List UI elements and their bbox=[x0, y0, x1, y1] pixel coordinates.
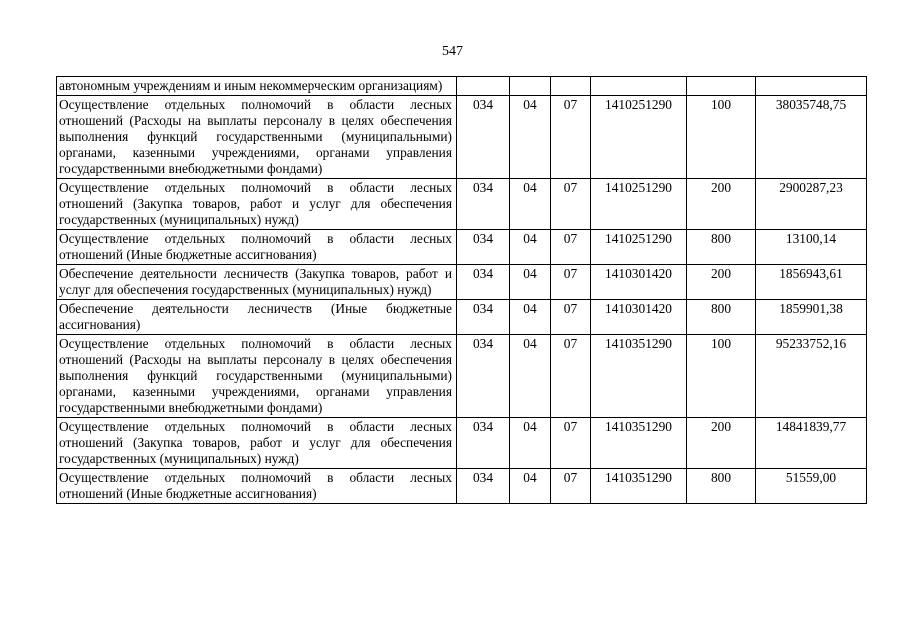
table-row bbox=[57, 300, 867, 335]
row-expense-type: 800 bbox=[687, 469, 756, 504]
row-subsection-code bbox=[551, 77, 591, 96]
row-target-code: 1410301420 bbox=[591, 265, 687, 300]
row-section-code: 04 bbox=[510, 300, 551, 335]
row-amount: 2900287,23 bbox=[756, 179, 867, 230]
row-description: Осуществление отдельных полномочий в области лесных отношений (Закупка товаров, работ и услуг для обеспечения государственных (муниципальных) нужд) bbox=[57, 418, 457, 469]
row-section-code bbox=[510, 77, 551, 96]
row-ministry-code: 034 bbox=[457, 96, 510, 179]
row-description: Осуществление отдельных полномочий в области лесных отношений (Закупка товаров, работ и услуг для обеспечения государственных (муниципальных) нужд) bbox=[57, 179, 457, 230]
row-expense-type bbox=[687, 77, 756, 96]
page-number: 547 bbox=[442, 44, 463, 59]
row-amount: 13100,14 bbox=[756, 230, 867, 265]
table-row bbox=[57, 418, 867, 469]
row-expense-type: 100 bbox=[687, 96, 756, 179]
row-section-code: 04 bbox=[510, 418, 551, 469]
row-section-code: 04 bbox=[510, 469, 551, 504]
row-ministry-code: 034 bbox=[457, 335, 510, 418]
row-amount: 51559,00 bbox=[756, 469, 867, 504]
row-ministry-code: 034 bbox=[457, 418, 510, 469]
row-ministry-code: 034 bbox=[457, 300, 510, 335]
table-row bbox=[57, 469, 867, 504]
row-ministry-code: 034 bbox=[457, 469, 510, 504]
row-description: автономным учреждениям и иным некоммерческим организациям) bbox=[57, 77, 457, 96]
row-description: Осуществление отдельных полномочий в области лесных отношений (Расходы на выплаты персоналу в целях обеспечения выполнения функций государственными (муниципальными) органами, казенными учреждениями, органами управления государственными внебюджетными фондами) bbox=[57, 96, 457, 179]
budget-table bbox=[56, 76, 867, 504]
row-expense-type: 200 bbox=[687, 418, 756, 469]
row-target-code: 1410251290 bbox=[591, 96, 687, 179]
row-section-code: 04 bbox=[510, 265, 551, 300]
row-ministry-code: 034 bbox=[457, 179, 510, 230]
row-section-code: 04 bbox=[510, 230, 551, 265]
row-expense-type: 800 bbox=[687, 300, 756, 335]
row-ministry-code bbox=[457, 77, 510, 96]
row-subsection-code: 07 bbox=[551, 230, 591, 265]
row-subsection-code: 07 bbox=[551, 96, 591, 179]
row-description: Осуществление отдельных полномочий в области лесных отношений (Иные бюджетные ассигнования) bbox=[57, 469, 457, 504]
row-target-code: 1410251290 bbox=[591, 230, 687, 265]
table-row bbox=[57, 179, 867, 230]
row-subsection-code: 07 bbox=[551, 418, 591, 469]
row-section-code: 04 bbox=[510, 179, 551, 230]
row-target-code: 1410351290 bbox=[591, 335, 687, 418]
row-subsection-code: 07 bbox=[551, 335, 591, 418]
row-subsection-code: 07 bbox=[551, 300, 591, 335]
row-description: Обеспечение деятельности лесничеств (Закупка товаров, работ и услуг для обеспечения государственных (муниципальных) нужд) bbox=[57, 265, 457, 300]
row-target-code: 1410251290 bbox=[591, 179, 687, 230]
row-expense-type: 200 bbox=[687, 179, 756, 230]
row-description: Осуществление отдельных полномочий в области лесных отношений (Иные бюджетные ассигнования) bbox=[57, 230, 457, 265]
row-amount: 14841839,77 bbox=[756, 418, 867, 469]
row-target-code: 1410351290 bbox=[591, 418, 687, 469]
table-row bbox=[57, 230, 867, 265]
row-description: Обеспечение деятельности лесничеств (Иные бюджетные ассигнования) bbox=[57, 300, 457, 335]
row-target-code bbox=[591, 77, 687, 96]
row-expense-type: 800 bbox=[687, 230, 756, 265]
row-subsection-code: 07 bbox=[551, 179, 591, 230]
row-amount: 38035748,75 bbox=[756, 96, 867, 179]
row-section-code: 04 bbox=[510, 335, 551, 418]
row-amount: 1856943,61 bbox=[756, 265, 867, 300]
row-amount bbox=[756, 77, 867, 96]
row-target-code: 1410301420 bbox=[591, 300, 687, 335]
row-amount: 95233752,16 bbox=[756, 335, 867, 418]
row-target-code: 1410351290 bbox=[591, 469, 687, 504]
row-description: Осуществление отдельных полномочий в области лесных отношений (Расходы на выплаты персоналу в целях обеспечения выполнения функций государственными (муниципальными) органами, казенными учреждениями, органами управления государственными внебюджетными фондами) bbox=[57, 335, 457, 418]
table-row bbox=[57, 77, 867, 96]
table-row bbox=[57, 335, 867, 418]
row-ministry-code: 034 bbox=[457, 230, 510, 265]
table-row bbox=[57, 265, 867, 300]
row-subsection-code: 07 bbox=[551, 469, 591, 504]
row-subsection-code: 07 bbox=[551, 265, 591, 300]
row-amount: 1859901,38 bbox=[756, 300, 867, 335]
row-expense-type: 200 bbox=[687, 265, 756, 300]
row-section-code: 04 bbox=[510, 96, 551, 179]
row-expense-type: 100 bbox=[687, 335, 756, 418]
row-ministry-code: 034 bbox=[457, 265, 510, 300]
table-row bbox=[57, 96, 867, 179]
